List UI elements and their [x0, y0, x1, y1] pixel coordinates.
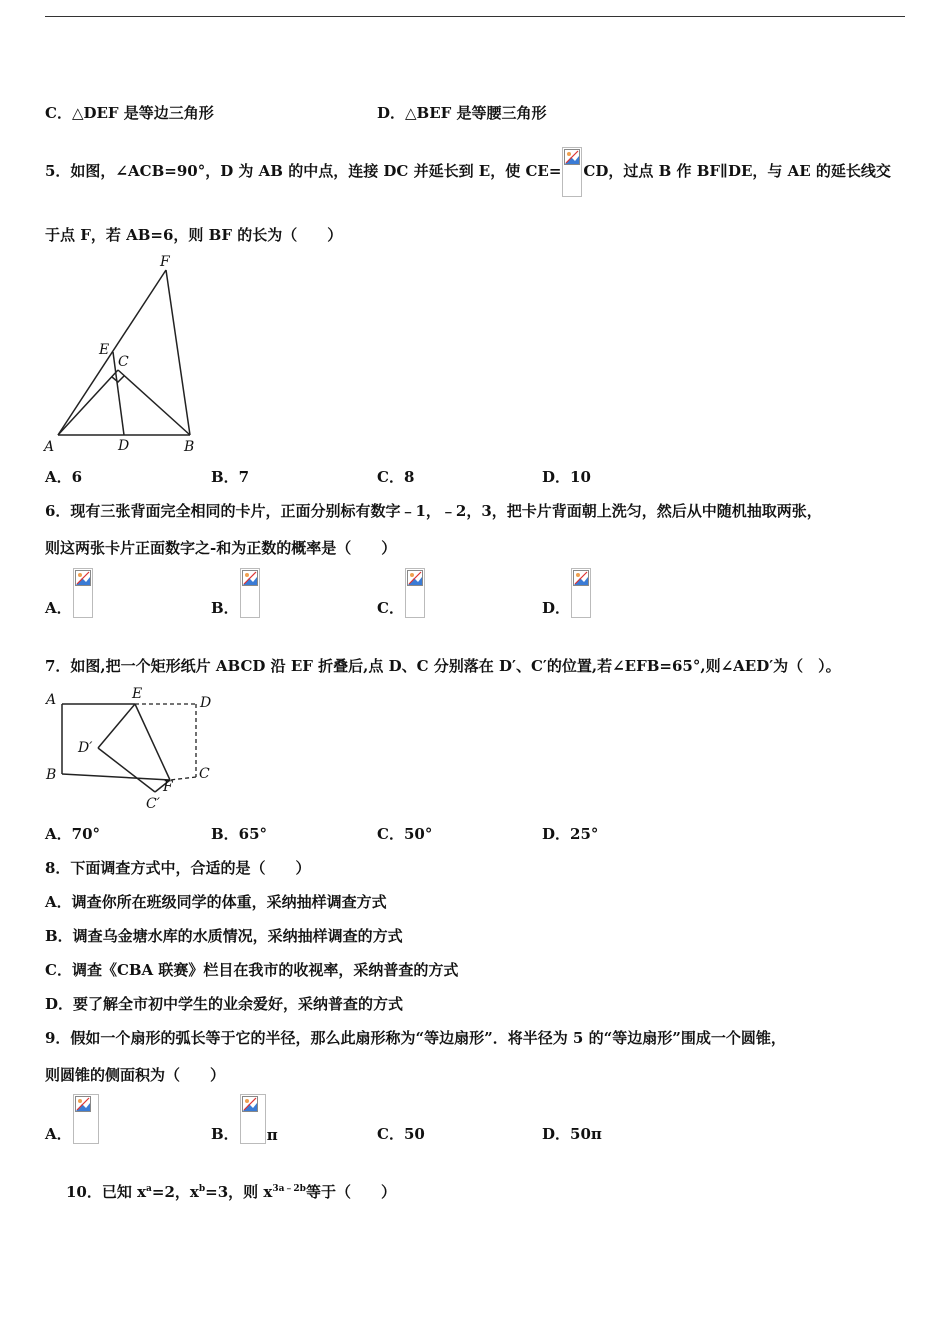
- q9-option-a-label: A．: [45, 1125, 72, 1143]
- broken-image-icon: [240, 568, 260, 618]
- q8-option-a: A．调查你所在班级同学的体重，采纳抽样调查方式: [45, 893, 387, 911]
- q6-option-c: [377, 568, 426, 618]
- q5-option-b: B．7: [211, 468, 250, 486]
- q10-stem: [66, 1181, 396, 1202]
- q5-label-b: B: [184, 439, 195, 455]
- q5-option-d: D．10: [542, 468, 591, 486]
- q6-option-c-label: C．: [377, 599, 404, 617]
- q5-line1-prefix: 5．如图，∠ACB=90°，D 为 AB 的中点，连接 DC 并延长到 E，使 CE=: [45, 162, 562, 180]
- q7-label-e: E: [132, 686, 143, 702]
- q7-label-c: C: [199, 766, 210, 782]
- q10-mid2: =3，则 x: [205, 1183, 273, 1201]
- q7-option-a: A．70°: [45, 825, 101, 843]
- q7-label-b: B: [46, 767, 57, 783]
- q8-option-b: B．调查乌金塘水库的水质情况，采纳抽样调查的方式: [45, 927, 403, 945]
- q6-option-b: [211, 568, 261, 618]
- q6-option-b-label: B．: [211, 599, 239, 617]
- q7-label-a: A: [46, 692, 57, 708]
- q5-label-a: A: [44, 439, 55, 455]
- option-d-prev: D．△BEF 是等腰三角形: [377, 104, 547, 122]
- q5-line2: 于点 F，若 AB=6，则 BF 的长为（ ）: [45, 226, 343, 244]
- q6-line2: 则这两张卡片正面数字之-和为正数的概率是（ ）: [45, 539, 397, 557]
- q6-option-a-label: A．: [45, 599, 72, 617]
- q5-triangle-figure: [40, 250, 210, 455]
- option-c-prev: C．△DEF 是等边三角形: [45, 104, 214, 122]
- q10-sup-a: a: [146, 1184, 152, 1194]
- header-rule: [45, 16, 905, 17]
- q10-mid1: =2，x: [151, 1183, 199, 1201]
- broken-image-icon: [571, 568, 591, 618]
- q9-line2: 则圆锥的侧面积为（ ）: [45, 1066, 226, 1084]
- q7-option-d: D．25°: [542, 825, 599, 843]
- q6-option-d-label: D．: [542, 599, 571, 617]
- broken-image-icon: [562, 147, 582, 197]
- q6-option-d: [542, 568, 592, 618]
- q7-label-c-prime: C′: [146, 796, 160, 812]
- q5-line1-suffix: CD，过点 B 作 BF∥DE，与 AE 的延长线交: [583, 162, 891, 180]
- q9-line1: 9．假如一个扇形的弧长等于它的半径，那么此扇形称为“等边扇形”．将半径为 5 的“等边扇形”围成一个圆锥，: [45, 1029, 786, 1047]
- broken-image-icon: [240, 1094, 266, 1144]
- q8-option-d: D．要了解全市初中学生的业余爱好，采纳普查的方式: [45, 995, 404, 1013]
- q8-option-c: C．调查《CBA 联赛》栏目在我市的收视率，采纳普查的方式: [45, 961, 459, 979]
- q7-option-b: B．65°: [211, 825, 268, 843]
- q10-suffix: 等于（ ）: [305, 1183, 396, 1201]
- q9-option-d: D．50π: [542, 1125, 602, 1143]
- q5-label-c: C: [118, 354, 129, 370]
- q6-option-a: [45, 568, 94, 618]
- q5-label-f: F: [160, 254, 170, 270]
- q9-option-c: C．50: [377, 1125, 425, 1143]
- q5-option-a: A．6: [45, 468, 83, 486]
- q7-label-d: D: [200, 695, 212, 711]
- q10-sup-exp: 3a﹣2b: [272, 1184, 306, 1194]
- q7-label-f: F: [163, 779, 173, 795]
- broken-image-icon: [73, 568, 93, 618]
- q7-option-c: C．50°: [377, 825, 433, 843]
- q9-option-b-label: B．: [211, 1125, 239, 1143]
- broken-image-icon: [405, 568, 425, 618]
- q8-stem: 8．下面调查方式中，合适的是（ ）: [45, 859, 311, 877]
- q5-line1: [45, 146, 891, 197]
- q9-option-b-pi: π: [266, 1126, 278, 1144]
- q9-option-a: [45, 1094, 100, 1144]
- q5-option-c: C．8: [377, 468, 415, 486]
- q9-option-b: [211, 1094, 278, 1144]
- broken-image-icon: [73, 1094, 99, 1144]
- q10-prefix: 10．已知 x: [66, 1183, 147, 1201]
- q7-stem: 7．如图,把一个矩形纸片 ABCD 沿 EF 折叠后,点 D、C 分别落在 D′、C′的位置,若∠EFB=65°,则∠AED′为（ ）。: [45, 657, 841, 675]
- q6-line1: 6．现有三张背面完全相同的卡片，正面分别标有数字﹣1，﹣2，3，把卡片背面朝上洗匀，然后从中随机抽取两张，: [45, 502, 822, 520]
- q10-sup-b: b: [198, 1184, 206, 1194]
- q7-fold-figure: [40, 682, 225, 812]
- q7-label-d-prime: D′: [78, 740, 93, 756]
- q5-label-d: D: [118, 438, 130, 454]
- q5-label-e: E: [99, 342, 110, 358]
